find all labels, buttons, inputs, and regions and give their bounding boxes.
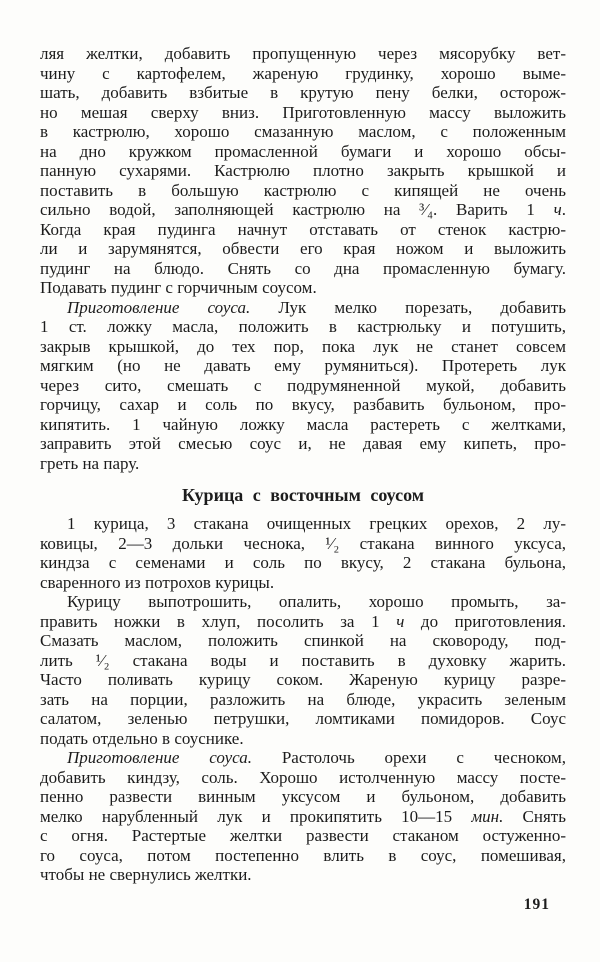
text-line: чину с картофелем, жареную грудинку, хорошо выме- <box>40 63 566 83</box>
text-line: править ножки в хлуп, посолить за 1 ч до приготовления. <box>40 611 566 631</box>
text-line: Курицу выпотрошить, опалить, хорошо промыть, за- <box>67 592 566 611</box>
text-line: горчицу, сахар и соль по вкусу, разбавить бульоном, про- <box>40 395 566 414</box>
text-line: киндза с семенами и соль по вкусу, 2 стакана бульона, <box>40 553 566 572</box>
paragraph-ingredients <box>40 514 566 592</box>
text-line: греть на пару. <box>40 453 140 473</box>
text-line: Смазать маслом, положить спинкой на сковороду, под- <box>40 631 566 650</box>
text-line: с огня. Растертые желтки развести стаканом остуженно- <box>40 826 566 845</box>
text-line: Когда края пудинга начнут отставать от стенок кастрю- <box>40 219 566 239</box>
text-line: подать отдельно в соуснике. <box>40 728 244 748</box>
text-line: поставить в большую кастрюлю с кипящей не очень <box>40 180 566 200</box>
page-number: 191 <box>523 896 550 913</box>
text-line: чтобы не свернулись желтки. <box>40 865 252 884</box>
text-line: панную сухарями. Кастрюлю плотно закрыть крышкой и <box>40 161 566 180</box>
text-line: сваренного из потрохов курицы. <box>40 572 275 592</box>
text-line: но мешая сверху вниз. Приготовленную массу выложить <box>40 102 566 122</box>
text-line: Часто поливать курицу соком. Жареную курицу разре- <box>40 670 566 689</box>
paragraph-walnut-sauce-preparation <box>40 748 566 885</box>
text-line: Курица с восточным соусом <box>181 485 425 505</box>
paragraph-chicken-method <box>40 592 566 748</box>
text-line: 1 ст. ложку масла, положить в кастрюльку и потушить, <box>40 317 566 336</box>
text-line: зать на порции, разложить на блюде, украсить зеленым <box>40 689 566 709</box>
text-line: через сито, смешать с подрумяненной мукой, добавить <box>40 375 566 395</box>
text-line: Приготовление соуса. Лук мелко порезать, добавить <box>67 297 566 317</box>
text-line: 1 курица, 3 стакана очищенных грецких орехов, 2 лу- <box>67 514 566 533</box>
text-line: добавить киндзу, соль. Хорошо истолченную массу посте- <box>40 767 566 787</box>
text-line: на дно кружком промасленной бумаги и хорошо обсы- <box>40 141 566 161</box>
paragraph-ham-pudding-continuation <box>40 44 566 298</box>
text-line: пудинг на блюдо. Снять со дна промасленную бумагу. <box>40 258 566 278</box>
text-line: в кастрюлю, хорошо смазанную маслом, с положенным <box>40 122 566 141</box>
text-line: заправить этой смесью соус и, не давая ему кипеть, про- <box>40 434 566 453</box>
text-line: го соуса, потом постепенно влить в соус, помешивая, <box>40 845 566 865</box>
text-line: закрыв крышкой, до тех пор, пока лук не станет совсем <box>40 336 566 356</box>
text-line: пенно развести винным уксусом и бульоном, добавить <box>40 787 566 806</box>
text-line: салатом, зеленью петрушки, ломтиками помидоров. Соус <box>40 709 566 728</box>
recipe-heading <box>40 485 566 505</box>
text-line: мягким (но не давать ему румяниться). Протереть лук <box>40 356 566 375</box>
text-line: мелко нарубленный лук и прокипятить 10—15 мин. Снять <box>40 806 566 826</box>
text-line: сильно водой, заполняющей кастрюлю на ³⁄₄. Варить 1 ч. <box>40 200 566 219</box>
text-line: Подавать пудинг с горчичным соусом. <box>40 278 317 297</box>
text-line: ли и зарумянятся, обвести его края ножом и выложить <box>40 239 566 258</box>
paragraph-mustard-sauce-preparation <box>40 298 566 474</box>
text-line: ляя желтки, добавить пропущенную через мясорубку вет- <box>40 44 566 63</box>
text-line: Приготовление соуса. Растолочь орехи с чесноком, <box>67 748 566 767</box>
text-line: лить ¹⁄₂ стакана воды и поставить в духовку жарить. <box>40 650 566 670</box>
text-line: ковицы, 2—3 дольки чеснока, ¹⁄₂ стакана винного уксуса, <box>40 533 566 553</box>
text-line: кипятить. 1 чайную ложку масла растереть с желтками, <box>40 414 566 434</box>
text-line: шать, добавить взбитые в крутую пену белки, осторож- <box>40 83 566 102</box>
text-block <box>40 44 566 885</box>
